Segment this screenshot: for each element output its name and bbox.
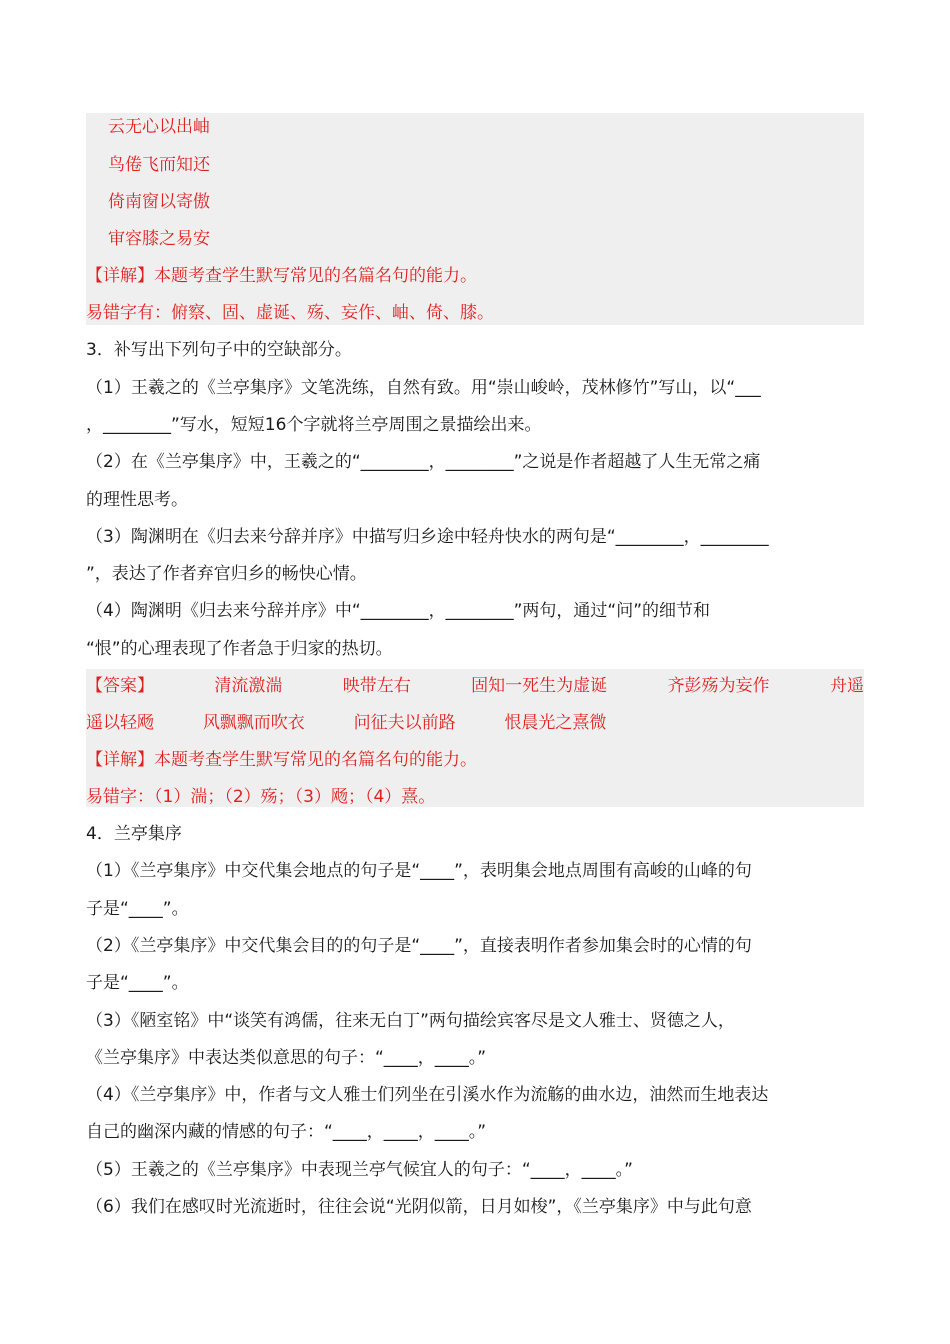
answer-line: 倚南窗以寄傲 [108,192,210,212]
detail-text: 【详解】本题考查学生默写常见的名篇名句的能力。 [86,750,477,770]
question-4-item-6: （6）我们在感叹时光流逝时，往往会说“光阴似箭，日月如梭”，《兰亭集序》中与此句意 [86,1197,752,1217]
question-3-item-2: （2）在《兰亭集序》中，王羲之的“________，________”之说是作者超越了人生无常之痛 [86,452,761,472]
question-4-item-4: （4）《兰亭集序》中，作者与文人雅士们列坐在引溪水作为流觞的曲水边，油然而生地表达 [86,1085,769,1105]
answer-label: 【答案】 [86,676,154,696]
error-chars-text: 易错字有：俯察、固、虚诞、殇、妄作、岫、倚、膝。 [86,303,494,323]
question-4-title: 4．兰亭集序 [86,824,182,844]
question-3-item-4: （4）陶渊明《归去来兮辞并序》中“________，________”两句，通过“问”的细节和 [86,601,711,621]
answer-item: 清流激湍 [214,676,283,696]
question-4-item-1-cont: 子是“____”。 [86,899,189,919]
answer-row-1 [86,675,864,697]
answer-line: 鸟倦飞而知还 [108,155,210,175]
detail-text: 【详解】本题考查学生默写常见的名篇名句的能力。 [86,266,477,286]
question-3-item-4-cont: “恨”的心理表现了作者急于归家的热切。 [86,639,393,659]
question-4-item-3-cont: 《兰亭集序》中表达类似意思的句子：“____，____。” [86,1048,487,1068]
answer-line: 云无心以出岫 [108,117,210,137]
answer-item: 恨晨光之熹微 [504,713,607,733]
question-4-item-5: （5）王羲之的《兰亭集序》中表现兰亭气候宜人的句子：“____，____。” [86,1160,633,1180]
question-3-item-1-cont: ，________”写水，短短16个字就将兰亭周围之景描绘出来。 [86,415,542,435]
answer-row-2 [86,712,864,734]
question-3-item-3-cont: ”，表达了作者弃官归乡的畅快心情。 [86,564,367,584]
question-3-title: 3．补写出下列句子中的空缺部分。 [86,340,352,360]
question-3-item-1: （1）王羲之的《兰亭集序》文笔洗练，自然有致。用“崇山峻岭，茂林修竹”写山，以“___ [86,378,761,398]
answer-item: 风飘飘而吹衣 [202,713,305,733]
answer-item: 固知一死生为虚诞 [471,676,608,696]
question-4-item-4-cont: 自己的幽深内藏的情感的句子：“____，____，____。” [86,1122,487,1142]
question-3-item-3: （3）陶渊明在《归去来兮辞并序》中描写归乡途中轻舟快水的两句是“________，________ [86,527,769,547]
question-3-item-2-cont: 的理性思考。 [86,490,188,510]
error-chars-text: 易错字：（1）湍；（2）殇；（3）飏；（4）熹。 [86,787,436,807]
answer-box-1 [86,113,864,325]
answer-item: 齐彭殇为妄作 [667,676,770,696]
question-4-item-2-cont: 子是“____”。 [86,973,189,993]
question-4-item-2: （2）《兰亭集序》中交代集会目的的句子是“____”，直接表明作者参加集会时的心情的句 [86,936,752,956]
question-4-item-1: （1）《兰亭集序》中交代集会地点的句子是“____”，表明集会地点周围有高峻的山峰的句 [86,861,752,881]
answer-item: 映带左右 [342,676,411,696]
question-4-item-3: （3）《陋室铭》中“谈笑有鸿儒，往来无白丁”两句描绘宾客尽是文人雅士、贤德之人， [86,1011,735,1031]
answer-item: 问征夫以前路 [353,713,456,733]
answer-item: 舟遥 [829,676,864,696]
answer-line: 审容膝之易安 [108,229,210,249]
answer-item: 遥以轻飏 [86,713,154,733]
